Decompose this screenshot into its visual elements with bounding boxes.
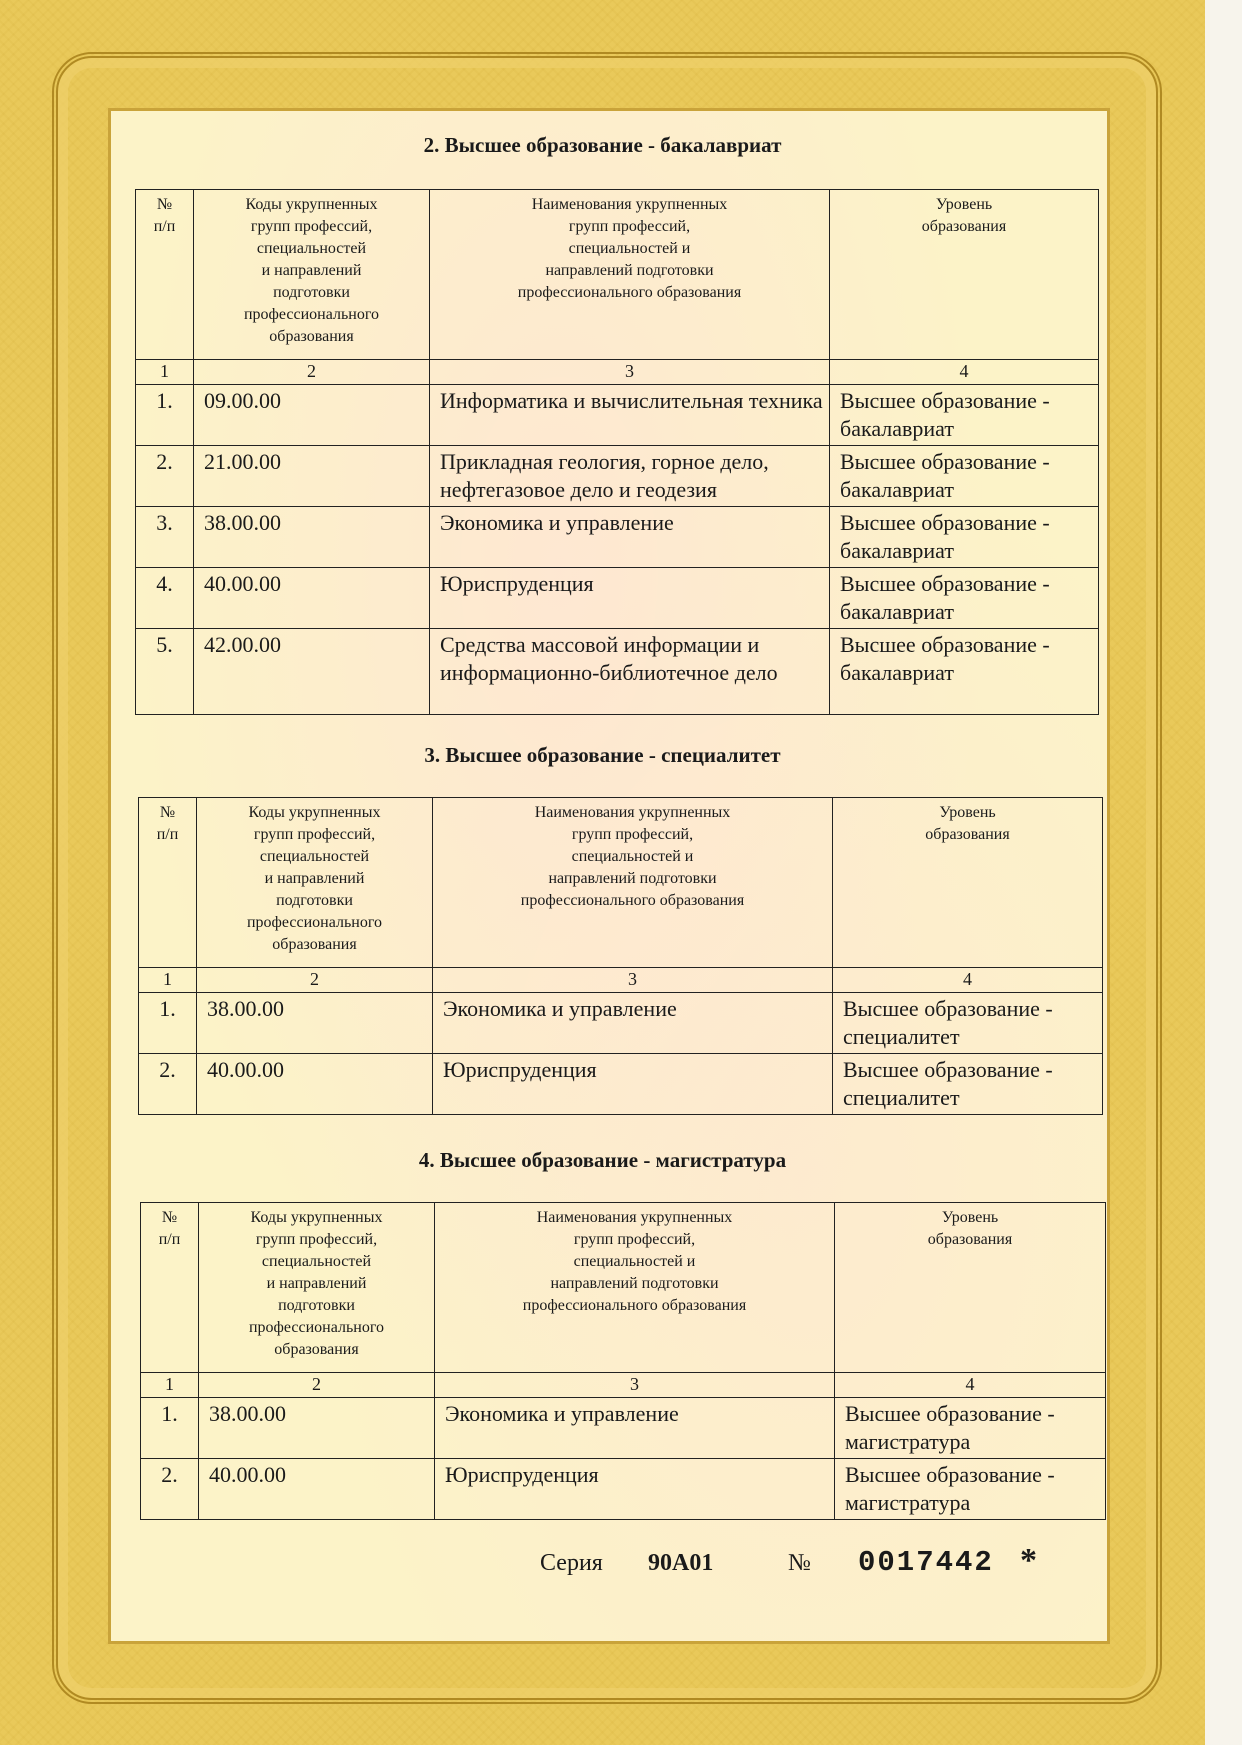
column-number: 3 xyxy=(435,1373,835,1398)
row-level: Высшее образование - магистратура xyxy=(835,1398,1106,1459)
row-name: Юриспруденция xyxy=(433,1054,833,1115)
section-title-specialist: 3. Высшее образование - специалитет xyxy=(424,743,781,767)
table-row xyxy=(139,993,1103,1054)
column-number: 2 xyxy=(197,968,433,993)
column-number: 1 xyxy=(141,1373,199,1398)
row-name: Экономика и управление xyxy=(435,1398,835,1459)
header-level: Уровень образования xyxy=(833,798,1103,968)
column-number: 4 xyxy=(835,1373,1106,1398)
header-names: Наименования укрупненных групп профессий, специальностей и направлений подготовки профессионального образования xyxy=(430,190,830,360)
row-level: Высшее образование - магистратура xyxy=(835,1459,1106,1520)
asterisk-mark: * xyxy=(1020,1542,1037,1579)
row-number: 5. xyxy=(136,629,194,715)
scan-margin xyxy=(0,1745,1242,1755)
column-number: 3 xyxy=(433,968,833,993)
header-level: Уровень образования xyxy=(835,1203,1106,1373)
column-number: 3 xyxy=(430,360,830,385)
row-number: 4. xyxy=(136,568,194,629)
column-number: 4 xyxy=(833,968,1103,993)
row-level: Высшее образование - бакалавриат xyxy=(830,385,1099,446)
row-number: 2. xyxy=(139,1054,197,1115)
column-number: 1 xyxy=(136,360,194,385)
row-number: 2. xyxy=(136,446,194,507)
header-codes: Коды укрупненных групп профессий, специальностей и направлений подготовки профессионального образования xyxy=(199,1203,435,1373)
row-number: 1. xyxy=(141,1398,199,1459)
number-value: 0017442 xyxy=(858,1546,994,1579)
row-number: 1. xyxy=(139,993,197,1054)
row-code: 40.00.00 xyxy=(194,568,430,629)
table-row xyxy=(136,629,1099,715)
row-level: Высшее образование - специалитет xyxy=(833,993,1103,1054)
row-name: Юриспруденция xyxy=(435,1459,835,1520)
row-level: Высшее образование - специалитет xyxy=(833,1054,1103,1115)
table-row xyxy=(141,1459,1106,1520)
row-name: Прикладная геология, горное дело, нефтегазовое дело и геодезия xyxy=(430,446,830,507)
row-number: 1. xyxy=(136,385,194,446)
header-codes: Коды укрупненных групп профессий, специальностей и направлений подготовки профессионального образования xyxy=(197,798,433,968)
table-row xyxy=(136,507,1099,568)
table-row xyxy=(136,568,1099,629)
row-code: 40.00.00 xyxy=(199,1459,435,1520)
row-level: Высшее образование - бакалавриат xyxy=(830,446,1099,507)
row-name: Экономика и управление xyxy=(433,993,833,1054)
row-code: 38.00.00 xyxy=(197,993,433,1054)
header-codes: Коды укрупненных групп профессий, специальностей и направлений подготовки профессионального образования xyxy=(194,190,430,360)
table-bachelor xyxy=(135,189,1099,715)
table-row xyxy=(139,1054,1103,1115)
row-number: 3. xyxy=(136,507,194,568)
row-level: Высшее образование - бакалавриат xyxy=(830,507,1099,568)
table-master xyxy=(140,1202,1106,1520)
series-value: 90А01 xyxy=(648,1550,714,1576)
column-number: 2 xyxy=(199,1373,435,1398)
row-number: 2. xyxy=(141,1459,199,1520)
header-number: № п/п xyxy=(139,798,197,968)
header-level: Уровень образования xyxy=(830,190,1099,360)
column-number: 4 xyxy=(830,360,1099,385)
header-names: Наименования укрупненных групп профессий, специальностей и направлений подготовки профессионального образования xyxy=(433,798,833,968)
header-names: Наименования укрупненных групп профессий, специальностей и направлений подготовки профессионального образования xyxy=(435,1203,835,1373)
row-code: 21.00.00 xyxy=(194,446,430,507)
header-number: № п/п xyxy=(136,190,194,360)
row-code: 42.00.00 xyxy=(194,629,430,715)
row-level: Высшее образование - бакалавриат xyxy=(830,629,1099,715)
row-name: Средства массовой информации и информационно-библиотечное дело xyxy=(430,629,830,715)
header-number: № п/п xyxy=(141,1203,199,1373)
section-title-bachelor: 2. Высшее образование - бакалавриат xyxy=(423,133,782,157)
section-title-master: 4. Высшее образование - магистратура xyxy=(418,1148,787,1172)
row-code: 38.00.00 xyxy=(199,1398,435,1459)
row-name: Юриспруденция xyxy=(430,568,830,629)
row-name: Экономика и управление xyxy=(430,507,830,568)
table-row xyxy=(136,385,1099,446)
row-code: 38.00.00 xyxy=(194,507,430,568)
table-specialist xyxy=(138,797,1103,1115)
number-label: № xyxy=(788,1550,811,1576)
column-number: 2 xyxy=(194,360,430,385)
row-code: 40.00.00 xyxy=(197,1054,433,1115)
row-name: Информатика и вычислительная техника xyxy=(430,385,830,446)
series-label: Серия xyxy=(540,1550,603,1576)
table-row xyxy=(136,446,1099,507)
table-row xyxy=(141,1398,1106,1459)
serial-number-block xyxy=(540,1542,1060,1590)
row-code: 09.00.00 xyxy=(194,385,430,446)
row-level: Высшее образование - бакалавриат xyxy=(830,568,1099,629)
column-number: 1 xyxy=(139,968,197,993)
